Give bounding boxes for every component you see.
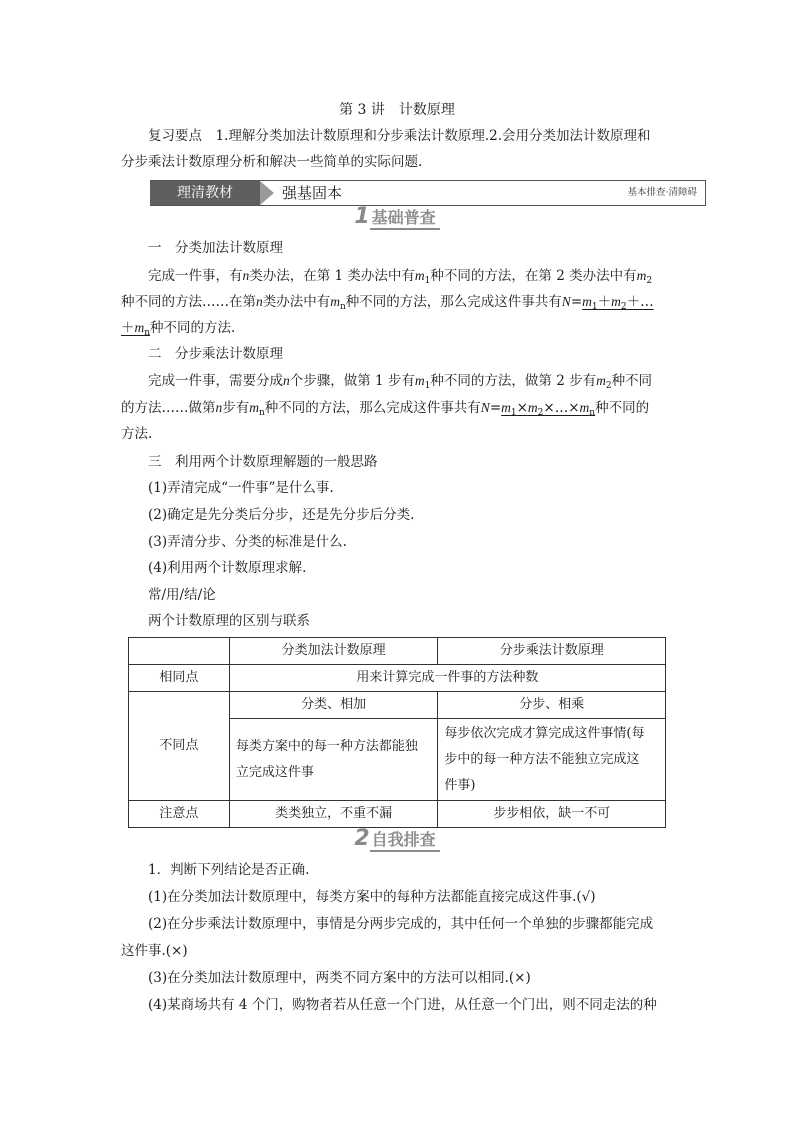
check-question: 1．判断下列结论是否正确. (148, 862, 310, 878)
table-row (129, 665, 666, 692)
cell-line: 每步依次完成才算完成这件事情(每 (444, 725, 645, 741)
para-one-line-1: 完成一件事，有n类办法，在第 1 类办法中有$m_1$种不同的方法，在第 2 类办法中有$m_2$ (148, 268, 653, 286)
list-item: (1)弄清完成“一件事”是什么事. (148, 480, 334, 496)
table-cell (438, 719, 666, 801)
banner-subtitle: 强基固本 (282, 184, 343, 202)
table-cell: 分类、相加 (229, 692, 438, 719)
cell-line: 每类方案中的每一种方法都能独 (235, 738, 418, 754)
list-item: (2)确定是先分类后分步，还是先分步后分类. (148, 507, 415, 523)
conclusion-label: 常/用/结/论 (148, 587, 216, 603)
check-item-4: (4)某商场共有 4 个门，购物者若从任意一个门进，从任意一个门出，则不同走法的种 (148, 997, 657, 1013)
para-two-line-2: 的方法……做第n步有$m_n$种不同的方法，那么完成这件事共有$N=m_1\times m_2\times\dots\times m_n$种不同的 (121, 400, 650, 418)
table-cell: 用来计算完成一件事的方法种数 (229, 665, 665, 692)
heading-three: 三 利用两个计数原理解题的一般思路 (148, 454, 378, 470)
table-row (129, 801, 666, 828)
table-row (129, 692, 666, 719)
review-line-1: 复习要点 1.理解分类加法计数原理和分步乘法计数原理.2.会用分类加法计数原理和 (148, 128, 651, 144)
table-cell: 步步相依，缺一不可 (438, 801, 666, 828)
heading-two: 二 分步乘法计数原理 (148, 346, 283, 362)
section-heading-2 (0, 826, 794, 851)
check-item-1: (1)在分类加法计数原理中，每类方案中的每种方法都能直接完成这件事.(√) (148, 889, 596, 905)
cell-line: 步中的每一种方法不能独立完成这 (444, 751, 640, 767)
review-line-2: 分步乘法计数原理分析和解决一些简单的实际问题. (121, 154, 423, 170)
section-banner (150, 180, 706, 206)
para-one-line-3: $+m_n$种不同的方法. (121, 320, 236, 338)
table-header: 分类加法计数原理 (229, 638, 438, 665)
banner-tab: 理清教材 (150, 181, 260, 205)
table-cell: 类类独立，不重不漏 (229, 801, 438, 828)
banner-wedge (260, 181, 274, 205)
table-cell (129, 638, 230, 665)
heading-one: 一 分类加法计数原理 (148, 240, 283, 256)
section-heading-1 (0, 204, 794, 229)
para-two-line-3: 方法. (121, 426, 153, 442)
para-two-line-1: 完成一件事，需要分成n个步骤，做第 1 步有$m_1$种不同的方法，做第 2 步有$m_2$种不同 (148, 373, 653, 391)
table-cell: 相同点 (129, 665, 230, 692)
table-cell: 注意点 (129, 801, 230, 828)
cell-line: 件事) (444, 777, 476, 793)
comparison-table (128, 637, 666, 828)
section-number: 2 (354, 826, 370, 851)
section-label: 基础普查 (370, 208, 440, 230)
list-item: (3)弄清分步、分类的标准是什么. (148, 534, 347, 550)
para-one-line-2: 种不同的方法……在第n类办法中有$m_n$种不同的方法，那么完成这件事共有$N=m_1+m_2+\dots$ (121, 294, 654, 312)
section-label: 自我排查 (370, 830, 440, 852)
table-row (129, 638, 666, 665)
check-item-3: (3)在分类加法计数原理中，两类不同方案中的方法可以相同.(×) (148, 970, 531, 986)
table-caption: 两个计数原理的区别与联系 (148, 613, 310, 629)
section-number: 1 (354, 204, 370, 229)
table-header: 分步乘法计数原理 (438, 638, 666, 665)
page-title: 第 3 讲 计数原理 (339, 102, 455, 118)
cell-line: 立完成这件事 (235, 764, 314, 780)
table-cell (229, 719, 438, 801)
check-item-2b: 这件事.(×) (121, 943, 188, 959)
check-item-2a: (2)在分步乘法计数原理中，事情是分两步完成的，其中任何一个单独的步骤都能完成 (148, 916, 654, 932)
list-item: (4)利用两个计数原理求解. (148, 560, 307, 576)
banner-right-label: 基本排查·清障碍 (627, 187, 697, 198)
table-cell: 分步、相乘 (438, 692, 666, 719)
table-cell: 不同点 (129, 692, 230, 801)
